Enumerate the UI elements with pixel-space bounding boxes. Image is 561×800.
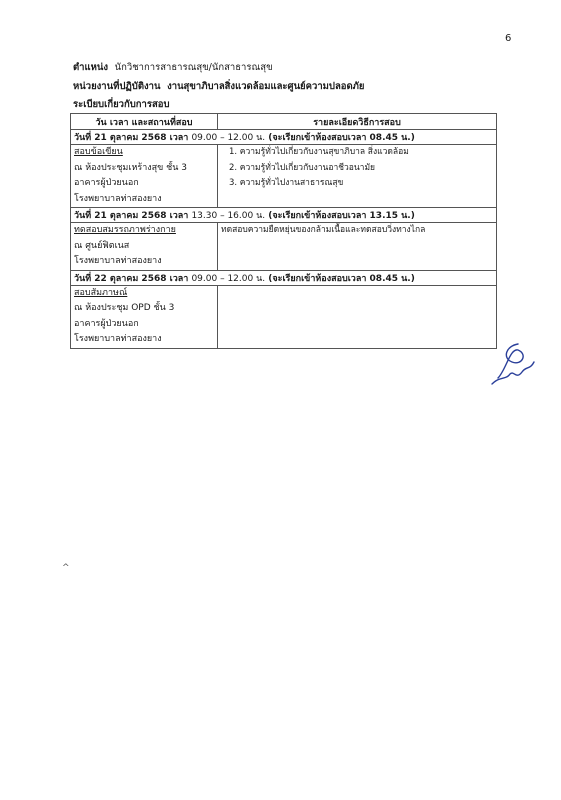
session-1-details	[218, 145, 497, 208]
position-value: นักวิชาการสาธารณสุข/นักสาธารณสุข	[114, 62, 273, 73]
session-day-label: วันที่ 21 ตุลาคม 2568 เวลา	[74, 211, 189, 221]
exam-type: สอบข้อเขียน	[74, 147, 123, 157]
page-number: 6	[505, 33, 512, 44]
location-line: ณ ห้องประชุม OPD ชั้น 3	[74, 303, 175, 313]
position-line	[73, 60, 273, 75]
session-time: 09.00 – 12.00 น.	[191, 273, 266, 284]
session-day-label: วันที่ 21 ตุลาคม 2568 เวลา	[74, 133, 189, 143]
session-body-row	[71, 223, 497, 271]
session-3-location	[71, 285, 218, 348]
session-time: 13.30 – 16.00 น.	[191, 211, 266, 221]
unit-value: งานสุขาภิบาลสิ่งแวดล้อมและศูนย์ความปลอดภัย	[167, 81, 365, 92]
session-1-location	[71, 145, 218, 208]
location-line: ณ ศูนย์ฟิตเนส	[74, 240, 130, 251]
exam-type: ทดสอบสมรรถภาพร่างกาย	[74, 225, 176, 235]
session-3-day	[71, 270, 497, 285]
location-line: อาคารผู้ป่วยนอก	[74, 318, 139, 329]
location-line: โรงพยาบาลท่าสองยาง	[74, 334, 162, 344]
location-line: ณ ห้องประชุมเหร้างสุข ชั้น 3	[74, 162, 188, 173]
session-day-row	[71, 130, 497, 145]
session-2-details	[218, 223, 497, 271]
margin-mark: ^	[62, 563, 70, 573]
location-line: อาคารผู้ป่วยนอก	[74, 178, 139, 188]
handwritten-signature	[488, 340, 540, 388]
unit-label: หน่วยงานที่ปฏิบัติงาน	[73, 81, 161, 92]
session-day-row	[71, 208, 497, 223]
session-day-label: วันที่ 22 ตุลาคม 2568 เวลา	[74, 273, 189, 284]
session-call-note: (จะเรียกเข้าห้องสอบเวลา 08.45 น.)	[268, 133, 415, 143]
session-2-location	[71, 223, 218, 271]
exam-type: สอบสัมภาษณ์	[74, 287, 128, 298]
unit-line	[73, 79, 364, 94]
detail-line: 1. ความรู้ทั่วไปเกี่ยวกับงานสุขาภิบาล สิ่งแวดล้อม	[229, 147, 409, 157]
detail-line: 2. ความรู้ทั่วไปเกี่ยวกับงานอาชีวอนามัย	[229, 162, 376, 173]
rules-heading: ระเบียบเกี่ยวกับการสอบ	[73, 99, 170, 110]
session-3-details	[218, 285, 497, 348]
detail-line: ทดสอบความยืดหยุ่นของกล้ามเนื้อและทดสอบวิ่งทางไกล	[221, 225, 426, 235]
session-2-day	[71, 208, 497, 223]
location-line: โรงพยาบาลท่าสองยาง	[74, 193, 162, 204]
position-label: ตำแหน่ง	[73, 62, 109, 73]
column-header-when-where: วัน เวลา และสถานที่สอบ	[71, 114, 218, 130]
location-line: โรงพยาบาลท่าสองยาง	[74, 256, 162, 266]
session-call-note: (จะเรียกเข้าห้องสอบเวลา 08.45 น.)	[268, 273, 415, 284]
session-body-row	[71, 145, 497, 208]
session-day-row	[71, 270, 497, 285]
session-time: 09.00 – 12.00 น.	[191, 133, 266, 143]
column-header-method: รายละเอียดวิธีการสอบ	[218, 114, 497, 130]
session-1-day	[71, 130, 497, 145]
session-call-note: (จะเรียกเข้าห้องสอบเวลา 13.15 น.)	[268, 211, 415, 221]
detail-line: 3. ความรู้ทั่วไปงานสาธารณสุข	[229, 178, 344, 188]
session-body-row	[71, 285, 497, 348]
exam-schedule-table	[70, 113, 497, 349]
table-header-row	[71, 114, 497, 130]
